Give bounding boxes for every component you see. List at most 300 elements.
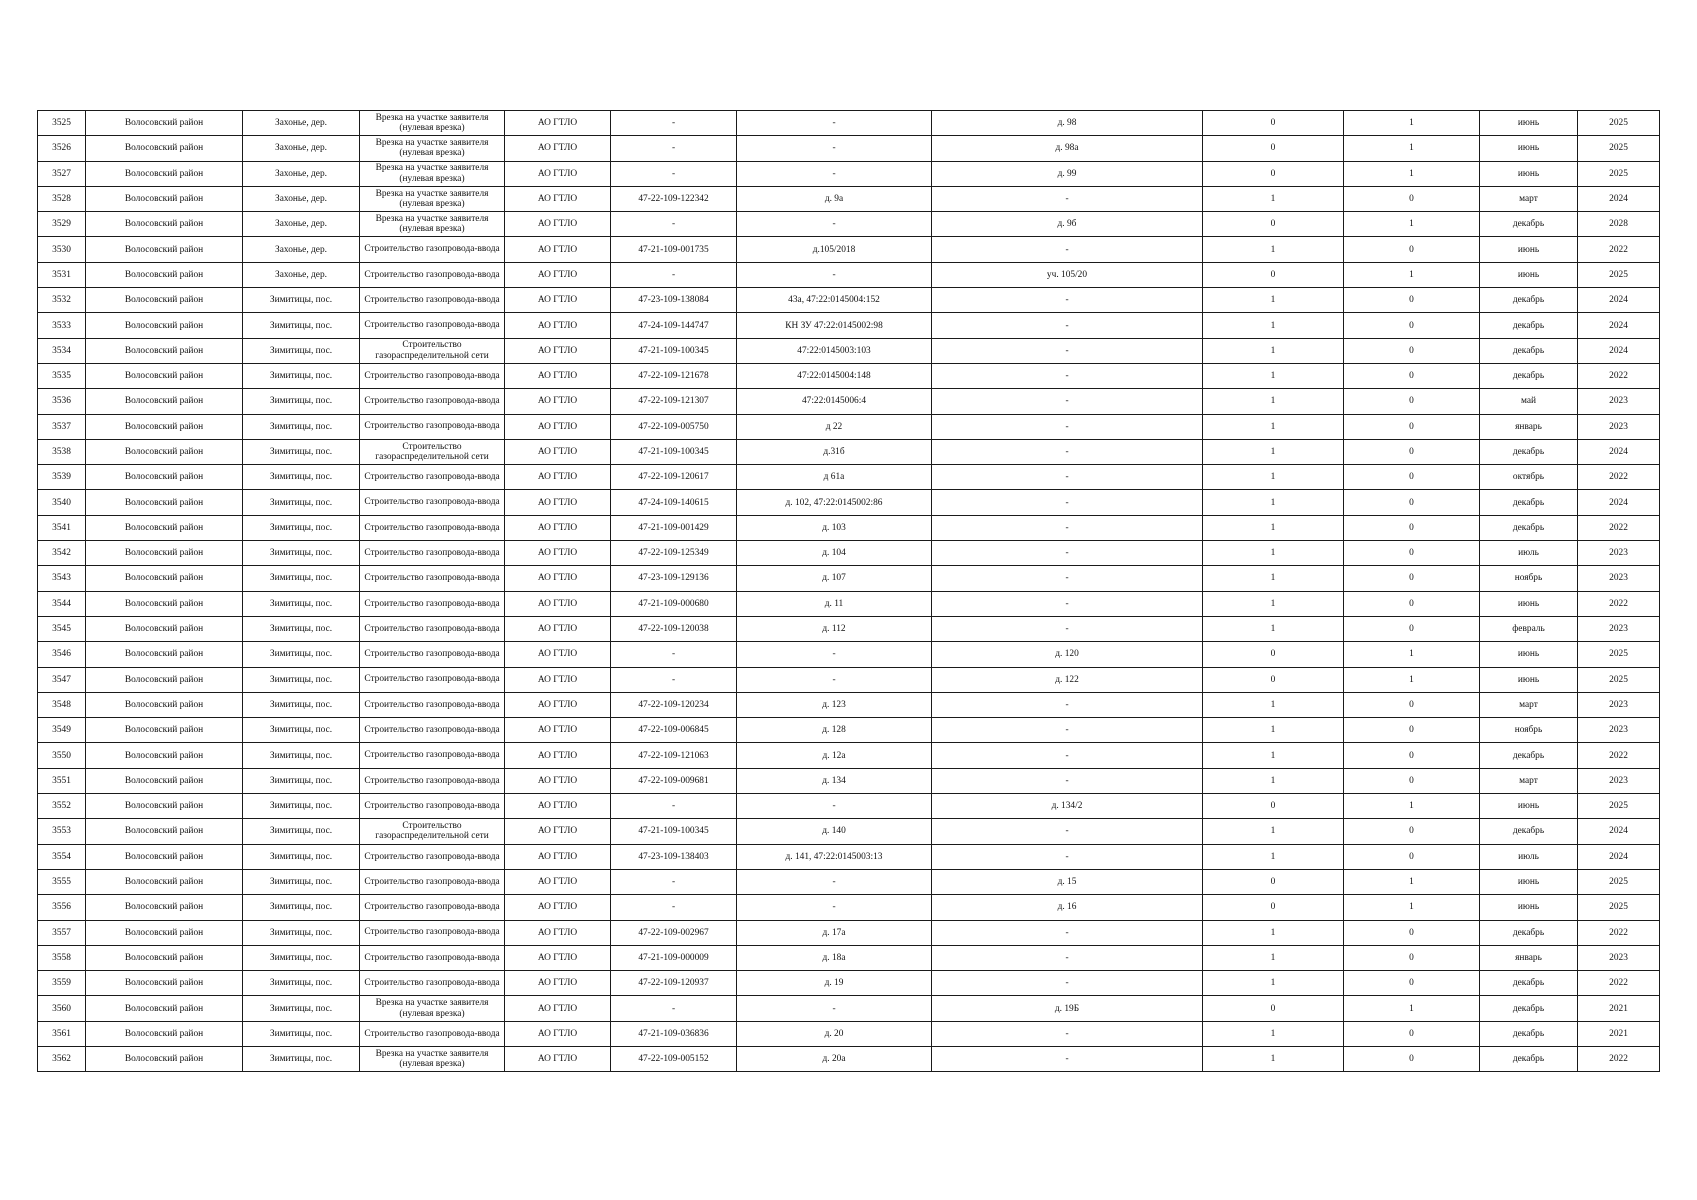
count-a-cell: 1 [1203,288,1344,313]
row-number-cell: 3537 [38,414,86,439]
plot-address-cell: - [932,414,1203,439]
contract-number-cell: 47-22-109-121063 [611,743,737,768]
organization-cell: АО ГТЛО [505,1046,611,1071]
address-cell: д. 102, 47:22:0145002:86 [737,490,932,515]
year-cell: 2025 [1578,895,1660,920]
month-cell: ноябрь [1480,718,1578,743]
count-b-cell: 0 [1344,819,1480,844]
organization-cell: АО ГТЛО [505,996,611,1021]
contract-number-cell: 47-22-109-120937 [611,971,737,996]
organization-cell: АО ГТЛО [505,971,611,996]
work-type-cell: Строительство газопровода-ввода [360,642,505,667]
settlement-cell: Зимитицы, пос. [243,945,360,970]
table-row [38,288,1660,313]
contract-number-cell: 47-21-109-001429 [611,515,737,540]
settlement-cell: Зимитицы, пос. [243,794,360,819]
plot-address-cell: - [932,819,1203,844]
plot-address-cell: - [932,237,1203,262]
organization-cell: АО ГТЛО [505,692,611,717]
contract-number-cell: 47-22-109-121678 [611,363,737,388]
year-cell: 2025 [1578,642,1660,667]
settlement-cell: Зимитицы, пос. [243,465,360,490]
table-row [38,414,1660,439]
count-b-cell: 1 [1344,212,1480,237]
month-cell: декабрь [1480,971,1578,996]
settlement-cell: Зимитицы, пос. [243,844,360,869]
count-a-cell: 0 [1203,869,1344,894]
month-cell: ноябрь [1480,566,1578,591]
organization-cell: АО ГТЛО [505,111,611,136]
table-row [38,566,1660,591]
table-row [38,869,1660,894]
address-cell: д. 12а [737,743,932,768]
organization-cell: АО ГТЛО [505,414,611,439]
address-cell: - [737,895,932,920]
address-cell: д. 140 [737,819,932,844]
address-cell: д. 11 [737,591,932,616]
plot-address-cell: - [932,768,1203,793]
plot-address-cell: - [932,363,1203,388]
row-number-cell: 3561 [38,1021,86,1046]
month-cell: декабрь [1480,288,1578,313]
work-type-cell: Строительство газопровода-ввода [360,743,505,768]
work-type-cell: Строительство газопровода-ввода [360,794,505,819]
plot-address-cell: - [932,541,1203,566]
district-cell: Волосовский район [86,237,243,262]
table-row [38,136,1660,161]
count-b-cell: 0 [1344,465,1480,490]
address-cell: д. 112 [737,616,932,641]
month-cell: июнь [1480,869,1578,894]
count-b-cell: 0 [1344,616,1480,641]
district-cell: Волосовский район [86,718,243,743]
work-type-cell: Строительство газопровода-ввода [360,414,505,439]
count-a-cell: 1 [1203,768,1344,793]
year-cell: 2023 [1578,541,1660,566]
settlement-cell: Зимитицы, пос. [243,541,360,566]
count-b-cell: 1 [1344,869,1480,894]
count-b-cell: 0 [1344,718,1480,743]
organization-cell: АО ГТЛО [505,338,611,363]
organization-cell: АО ГТЛО [505,895,611,920]
organization-cell: АО ГТЛО [505,566,611,591]
year-cell: 2023 [1578,945,1660,970]
organization-cell: АО ГТЛО [505,819,611,844]
year-cell: 2022 [1578,971,1660,996]
plot-address-cell: - [932,971,1203,996]
organization-cell: АО ГТЛО [505,642,611,667]
plot-address-cell: д. 15 [932,869,1203,894]
plot-address-cell: д. 122 [932,667,1203,692]
organization-cell: АО ГТЛО [505,667,611,692]
count-b-cell: 0 [1344,844,1480,869]
contract-number-cell: 47-21-109-001735 [611,237,737,262]
table-row [38,794,1660,819]
row-number-cell: 3525 [38,111,86,136]
row-number-cell: 3560 [38,996,86,1021]
month-cell: декабрь [1480,920,1578,945]
district-cell: Волосовский район [86,794,243,819]
table-row [38,971,1660,996]
count-b-cell: 0 [1344,288,1480,313]
row-number-cell: 3535 [38,363,86,388]
row-number-cell: 3533 [38,313,86,338]
contract-number-cell: 47-21-109-100345 [611,338,737,363]
work-type-cell: Строительство газопровода-ввода [360,465,505,490]
work-type-cell: Строительство газопровода-ввода [360,515,505,540]
settlement-cell: Зимитицы, пос. [243,515,360,540]
row-number-cell: 3538 [38,439,86,464]
count-b-cell: 0 [1344,313,1480,338]
year-cell: 2021 [1578,1021,1660,1046]
organization-cell: АО ГТЛО [505,439,611,464]
count-a-cell: 1 [1203,465,1344,490]
organization-cell: АО ГТЛО [505,490,611,515]
count-a-cell: 1 [1203,389,1344,414]
district-cell: Волосовский район [86,262,243,287]
organization-cell: АО ГТЛО [505,844,611,869]
plot-address-cell: д. 9б [932,212,1203,237]
year-cell: 2024 [1578,490,1660,515]
year-cell: 2025 [1578,667,1660,692]
plot-address-cell: - [932,743,1203,768]
row-number-cell: 3542 [38,541,86,566]
settlement-cell: Зимитицы, пос. [243,414,360,439]
table-row [38,465,1660,490]
work-type-cell: Врезка на участке заявителя (нулевая врезка) [360,186,505,211]
settlement-cell: Зимитицы, пос. [243,996,360,1021]
plot-address-cell: - [932,844,1203,869]
table-row [38,212,1660,237]
district-cell: Волосовский район [86,945,243,970]
contract-number-cell: 47-22-109-005750 [611,414,737,439]
district-cell: Волосовский район [86,111,243,136]
count-a-cell: 0 [1203,996,1344,1021]
contract-number-cell: 47-24-109-140615 [611,490,737,515]
contract-number-cell: - [611,895,737,920]
month-cell: январь [1480,414,1578,439]
row-number-cell: 3534 [38,338,86,363]
district-cell: Волосовский район [86,465,243,490]
settlement-cell: Зимитицы, пос. [243,1046,360,1071]
count-b-cell: 0 [1344,1046,1480,1071]
district-cell: Волосовский район [86,996,243,1021]
table-row [38,768,1660,793]
organization-cell: АО ГТЛО [505,591,611,616]
work-type-cell: Строительство газопровода-ввода [360,945,505,970]
month-cell: март [1480,768,1578,793]
settlement-cell: Зимитицы, пос. [243,971,360,996]
count-b-cell: 0 [1344,237,1480,262]
month-cell: декабрь [1480,439,1578,464]
district-cell: Волосовский район [86,971,243,996]
month-cell: декабрь [1480,1021,1578,1046]
address-cell: - [737,262,932,287]
district-cell: Волосовский район [86,490,243,515]
month-cell: май [1480,389,1578,414]
district-cell: Волосовский район [86,920,243,945]
settlement-cell: Зимитицы, пос. [243,566,360,591]
year-cell: 2023 [1578,389,1660,414]
district-cell: Волосовский район [86,692,243,717]
count-a-cell: 1 [1203,920,1344,945]
count-a-cell: 1 [1203,844,1344,869]
count-b-cell: 0 [1344,566,1480,591]
count-b-cell: 0 [1344,338,1480,363]
month-cell: декабрь [1480,363,1578,388]
organization-cell: АО ГТЛО [505,288,611,313]
row-number-cell: 3532 [38,288,86,313]
settlement-cell: Зимитицы, пос. [243,768,360,793]
plot-address-cell: - [932,186,1203,211]
plot-address-cell: д. 99 [932,161,1203,186]
row-number-cell: 3526 [38,136,86,161]
settlement-cell: Захонье, дер. [243,237,360,262]
month-cell: июнь [1480,895,1578,920]
address-cell: - [737,869,932,894]
address-cell: д. 20 [737,1021,932,1046]
count-b-cell: 1 [1344,161,1480,186]
row-number-cell: 3550 [38,743,86,768]
plot-address-cell: д. 16 [932,895,1203,920]
row-number-cell: 3531 [38,262,86,287]
organization-cell: АО ГТЛО [505,186,611,211]
settlement-cell: Захонье, дер. [243,186,360,211]
month-cell: декабрь [1480,212,1578,237]
work-type-cell: Строительство газопровода-ввода [360,591,505,616]
row-number-cell: 3562 [38,1046,86,1071]
address-cell: д. 107 [737,566,932,591]
month-cell: январь [1480,945,1578,970]
work-type-cell: Строительство газопровода-ввода [360,768,505,793]
year-cell: 2023 [1578,718,1660,743]
month-cell: июнь [1480,642,1578,667]
contract-number-cell: 47-21-109-036836 [611,1021,737,1046]
organization-cell: АО ГТЛО [505,945,611,970]
settlement-cell: Зимитицы, пос. [243,389,360,414]
work-type-cell: Строительство газопровода-ввода [360,237,505,262]
count-a-cell: 1 [1203,1021,1344,1046]
district-cell: Волосовский район [86,591,243,616]
district-cell: Волосовский район [86,439,243,464]
table-row [38,667,1660,692]
contract-number-cell: - [611,642,737,667]
year-cell: 2022 [1578,363,1660,388]
contract-number-cell: - [611,111,737,136]
settlement-cell: Зимитицы, пос. [243,743,360,768]
work-type-cell: Врезка на участке заявителя (нулевая врезка) [360,212,505,237]
organization-cell: АО ГТЛО [505,920,611,945]
contract-number-cell: 47-23-109-138084 [611,288,737,313]
organization-cell: АО ГТЛО [505,1021,611,1046]
work-type-cell: Врезка на участке заявителя (нулевая врезка) [360,136,505,161]
table-row [38,237,1660,262]
count-b-cell: 1 [1344,111,1480,136]
work-type-cell: Строительство газопровода-ввода [360,616,505,641]
count-b-cell: 1 [1344,996,1480,1021]
count-a-cell: 1 [1203,541,1344,566]
table-row [38,920,1660,945]
address-cell: 43а, 47:22:0145004:152 [737,288,932,313]
year-cell: 2022 [1578,237,1660,262]
count-a-cell: 1 [1203,971,1344,996]
count-a-cell: 1 [1203,819,1344,844]
district-cell: Волосовский район [86,389,243,414]
table-row [38,895,1660,920]
work-type-cell: Врезка на участке заявителя (нулевая врезка) [360,111,505,136]
settlement-cell: Зимитицы, пос. [243,869,360,894]
row-number-cell: 3539 [38,465,86,490]
count-a-cell: 0 [1203,136,1344,161]
table-row [38,642,1660,667]
district-cell: Волосовский район [86,541,243,566]
contract-number-cell: 47-24-109-144747 [611,313,737,338]
work-type-cell: Строительство газопровода-ввода [360,288,505,313]
settlement-cell: Захонье, дер. [243,262,360,287]
table-row [38,490,1660,515]
plot-address-cell: - [932,515,1203,540]
table-row [38,743,1660,768]
table-row [38,515,1660,540]
district-cell: Волосовский район [86,288,243,313]
plot-address-cell: - [932,566,1203,591]
work-type-cell: Строительство газопровода-ввода [360,869,505,894]
count-b-cell: 0 [1344,186,1480,211]
row-number-cell: 3547 [38,667,86,692]
contract-number-cell: - [611,262,737,287]
address-cell: д. 103 [737,515,932,540]
plot-address-cell: д. 120 [932,642,1203,667]
year-cell: 2022 [1578,1046,1660,1071]
work-type-cell: Строительство газопровода-ввода [360,490,505,515]
address-cell: д. 128 [737,718,932,743]
count-a-cell: 0 [1203,642,1344,667]
contract-number-cell: 47-21-109-100345 [611,819,737,844]
contract-number-cell: 47-21-109-000680 [611,591,737,616]
settlement-cell: Зимитицы, пос. [243,288,360,313]
plot-address-cell: - [932,591,1203,616]
count-b-cell: 0 [1344,945,1480,970]
row-number-cell: 3541 [38,515,86,540]
year-cell: 2021 [1578,996,1660,1021]
organization-cell: АО ГТЛО [505,794,611,819]
row-number-cell: 3559 [38,971,86,996]
district-cell: Волосовский район [86,1021,243,1046]
table-row [38,996,1660,1021]
organization-cell: АО ГТЛО [505,515,611,540]
work-type-cell: Строительство газопровода-ввода [360,541,505,566]
count-a-cell: 0 [1203,895,1344,920]
row-number-cell: 3554 [38,844,86,869]
month-cell: июнь [1480,262,1578,287]
month-cell: декабрь [1480,1046,1578,1071]
contract-number-cell: 47-22-109-120617 [611,465,737,490]
address-cell: д. 20а [737,1046,932,1071]
work-type-cell: Строительство газопровода-ввода [360,262,505,287]
district-cell: Волосовский район [86,161,243,186]
district-cell: Волосовский район [86,667,243,692]
settlement-cell: Зимитицы, пос. [243,920,360,945]
plot-address-cell: - [932,288,1203,313]
count-b-cell: 0 [1344,389,1480,414]
address-cell: - [737,642,932,667]
month-cell: июнь [1480,111,1578,136]
work-type-cell: Строительство газопровода-ввода [360,844,505,869]
address-cell: д. 18а [737,945,932,970]
address-cell: д. 123 [737,692,932,717]
district-cell: Волосовский район [86,363,243,388]
organization-cell: АО ГТЛО [505,465,611,490]
year-cell: 2022 [1578,920,1660,945]
year-cell: 2025 [1578,161,1660,186]
count-a-cell: 1 [1203,186,1344,211]
table-row [38,111,1660,136]
settlement-cell: Захонье, дер. [243,212,360,237]
row-number-cell: 3556 [38,895,86,920]
year-cell: 2024 [1578,338,1660,363]
table-row [38,718,1660,743]
work-type-cell: Строительство газопровода-ввода [360,692,505,717]
work-type-cell: Строительство газопровода-ввода [360,389,505,414]
settlement-cell: Зимитицы, пос. [243,642,360,667]
table-row [38,692,1660,717]
month-cell: июнь [1480,667,1578,692]
table-row [38,591,1660,616]
organization-cell: АО ГТЛО [505,262,611,287]
table-row [38,389,1660,414]
plot-address-cell: - [932,338,1203,363]
month-cell: февраль [1480,616,1578,641]
contract-number-cell: 47-23-109-138403 [611,844,737,869]
district-cell: Волосовский район [86,338,243,363]
contract-number-cell: - [611,161,737,186]
row-number-cell: 3529 [38,212,86,237]
settlement-cell: Захонье, дер. [243,111,360,136]
count-b-cell: 0 [1344,515,1480,540]
count-a-cell: 0 [1203,111,1344,136]
year-cell: 2024 [1578,844,1660,869]
plot-address-cell: - [932,1046,1203,1071]
count-a-cell: 1 [1203,414,1344,439]
address-cell: 47:22:0145004:148 [737,363,932,388]
district-cell: Волосовский район [86,844,243,869]
count-a-cell: 1 [1203,313,1344,338]
table-row [38,363,1660,388]
plot-address-cell: д. 134/2 [932,794,1203,819]
count-a-cell: 1 [1203,692,1344,717]
count-b-cell: 1 [1344,642,1480,667]
row-number-cell: 3555 [38,869,86,894]
plot-address-cell: д. 98 [932,111,1203,136]
plot-address-cell: д. 98а [932,136,1203,161]
address-cell: - [737,794,932,819]
plot-address-cell: - [932,465,1203,490]
count-a-cell: 0 [1203,667,1344,692]
gasification-register-table [37,110,1660,1072]
count-b-cell: 0 [1344,541,1480,566]
address-cell: д. 104 [737,541,932,566]
count-b-cell: 0 [1344,363,1480,388]
district-cell: Волосовский район [86,136,243,161]
contract-number-cell: 47-22-109-120038 [611,616,737,641]
contract-number-cell: 47-22-109-122342 [611,186,737,211]
count-b-cell: 0 [1344,414,1480,439]
month-cell: декабрь [1480,338,1578,363]
row-number-cell: 3530 [38,237,86,262]
row-number-cell: 3543 [38,566,86,591]
row-number-cell: 3552 [38,794,86,819]
settlement-cell: Зимитицы, пос. [243,439,360,464]
